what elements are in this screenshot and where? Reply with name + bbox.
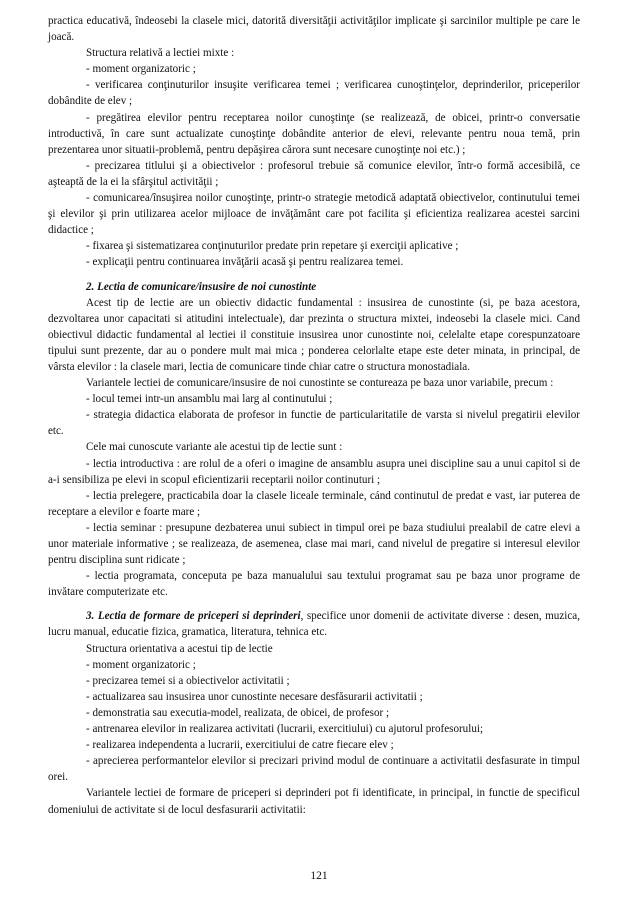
paragraph: Structura relativă a lectiei mixte :: [86, 47, 235, 60]
paragraph: - explicaţii pentru continuarea invăţării acasă şi pentru realizarea temei.: [86, 256, 404, 269]
paragraph: Cele mai cunoscute variante ale acestui tip de lectie sunt :: [86, 441, 343, 454]
paragraph: Acest tip de lectie are un obiectiv didactic fundamental : insusirea de cunostinte (si, pe baza acestora, dezvoltarea unor capacitati si atitudini intelectuale), dar prezinta o structura mixtei, indeosebi la clasele mici. Cand obiectivul didactic fundamental al lectiei il constituie insusirea unor cunostinte noi, celelalte etape corespunzatoare tipului sunt prezente, dar au o pondere mult mai mica ; ponderea celorlalte etape este deter minata, in principal, de vârsta elevilor : la clasele mari, lectia de comunicare tinde chiar catre o structura monostadiala.: [48, 296, 580, 373]
section-3-heading-text: 3. Lectia de formare de priceperi si deprinderi: [86, 610, 301, 623]
paragraph: - pregătirea elevilor pentru receptarea noilor cunoştinţe (se realizează, de obicei, printr-o conversatie introductivă, în care sunt actualizate cunoştinţe dobândite anterior de elevi, relevante pentru noua temă, prin prezentarea unor situatii-problemă, pentru depăşirea cărora sunt necesare cunoştinţe noi etc.) ;: [48, 111, 580, 156]
paragraph: - comunicarea/însuşirea noilor cunoştinţe, printr-o strategie metodică adaptată obiectivelor, continutului temei şi elevilor şi prin utilizarea acelor mijloace de invăţământ care pot facilita şi eficientiza realizarea acestei sarcini didactice ;: [48, 192, 580, 237]
section-2-body: [48, 295, 580, 601]
paragraph: - lectia introductiva : are rolul de a oferi o imagine de ansamblu asupra unei discipline sau a unui capitol si de a-i sensibiliza pe elevi in scopul eficientizarii receptarii noilor continuturi ;: [48, 457, 580, 486]
section-2-heading-text: 2. Lectia de comunicare/insusire de noi cunostinte: [86, 280, 317, 293]
page-number: 121: [310, 870, 328, 882]
section-2-heading: [48, 279, 580, 295]
paragraph: - lectia prelegere, practicabila doar la clasele liceale terminale, cánd continutul de predat e vast, iar puterea de receptare a elevilor e foarte mare ;: [48, 489, 580, 518]
section-3-heading-rest: , specifice unor domenii de activitate diverse : desen, muzica, lucru manual, educatie fizica, gramatica, literatura, tehnica etc.: [48, 610, 580, 639]
paragraph: - precizarea temei si a obiectivelor activitatii ;: [86, 674, 290, 687]
paragraph: - lectia seminar : presupune dezbaterea unui subiect in timpul orei pe baza studiului prealabil de catre elevi a unor materiale informative ; se realizeaza, de asemenea, clase mai mari, cand nivelul de pregatire si interesul elevilor pentru disciplina sunt ridicate ;: [48, 521, 580, 567]
paragraph: practica educativă, îndeosebi la clasele mici, datorită diversităţii activităţilor implicate şi sarcinilor multiple pe care le joacă.: [48, 15, 580, 44]
spacer: [48, 600, 580, 608]
paragraph: - fixarea şi sistematizarea conţinuturilor predate prin repetare şi exerciţii aplicative ;: [86, 240, 459, 253]
paragraph: - locul temei intr-un ansamblu mai larg al continutului ;: [86, 393, 333, 406]
paragraph: Variantele lectiei de comunicare/insusire de noi cunostinte se contureaza pe baza unor variabile, precum :: [86, 377, 554, 390]
section-mixed-lesson: [48, 13, 580, 271]
paragraph: - precizarea titlului şi a obiectivelor : profesorul trebuie să comunice elevilor, într-o formă accesibilă, ce aşteaptă de la ei la sfârşitul activităţii ;: [48, 159, 580, 188]
paragraph: - demonstratia sau executia-model, realizata, de obicei, de profesor ;: [86, 706, 390, 719]
paragraph: - verificarea conţinuturilor insuşite verificarea temei ; verificarea cunoştinţelor, deprinderilor, priceperilor dobândite de elev ;: [48, 79, 580, 108]
paragraph: - strategia didactica elaborata de profesor in functie de particularitatile de varsta si nivelul pregatirii elevilor etc.: [48, 409, 580, 438]
paragraph: - antrenarea elevilor in realizarea activitati (lucrarii, exercitiului) cu ajutorul profesorului;: [86, 723, 484, 736]
paragraph: - realizarea independenta a lucrarii, exercitiului de catre fiecare elev ;: [86, 739, 394, 752]
paragraph: Variantele lectiei de formare de priceperi si deprinderi pot fi identificate, in principal, in functie de specificul domeniului de activitate si de locul desfasurarii activitatii:: [48, 787, 580, 816]
paragraph: - actualizarea sau insusirea unor cunostinte necesare desfăsurarii activitatii ;: [86, 690, 423, 703]
section-3-body: [48, 641, 580, 818]
paragraph: - aprecierea performantelor elevilor si precizari privind modul de continuare a activitatii desfasurate in timpul orei.: [48, 755, 580, 784]
paragraph: - moment organizatoric ;: [86, 658, 196, 671]
paragraph: Structura orientativa a acestui tip de lectie: [86, 642, 273, 655]
spacer: [48, 271, 580, 279]
paragraph: - moment organizatoric ;: [86, 63, 196, 76]
paragraph: - lectia programata, conceputa pe baza manualului sau textului programat sau pe baza unor programe de invătare computerizate etc.: [48, 570, 580, 599]
section-3-heading: [48, 608, 580, 640]
